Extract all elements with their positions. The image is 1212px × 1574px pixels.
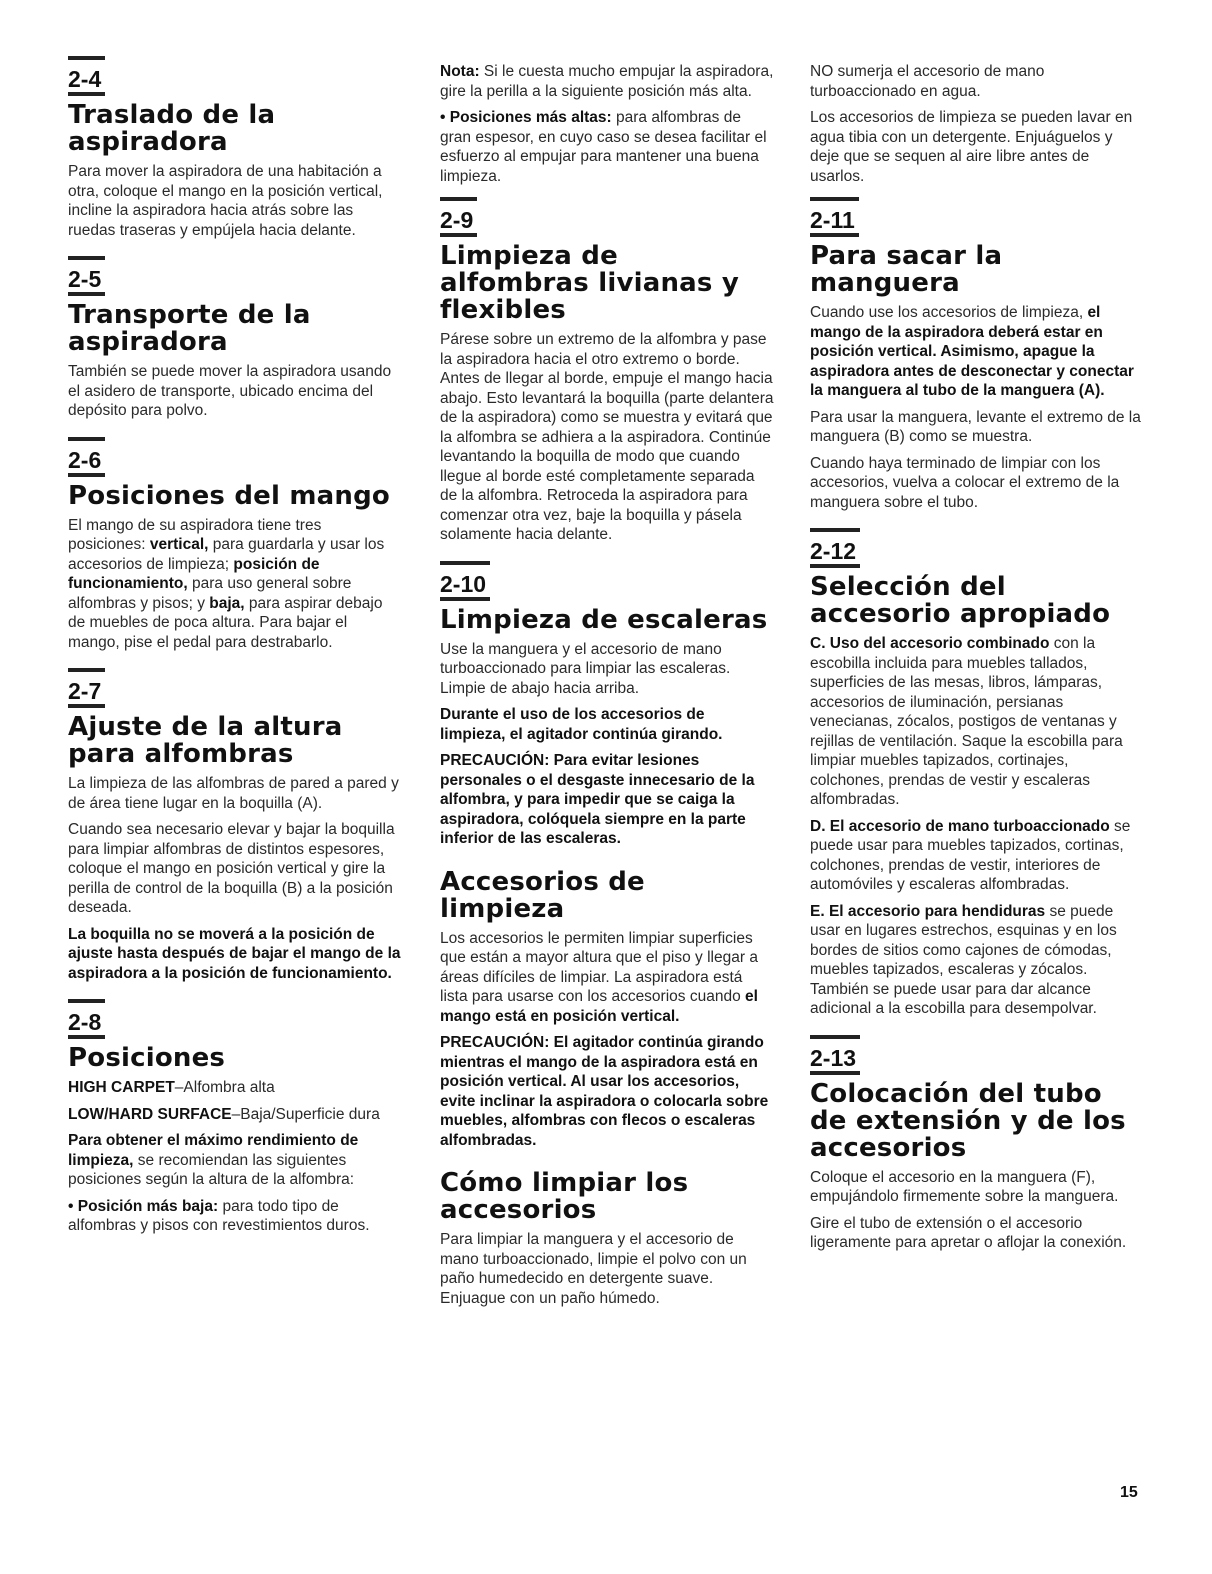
text-run: se recomiendan las siguientes posiciones según la altura de la alfombra: [68, 1151, 355, 1188]
section-number: 2-9 [440, 193, 473, 237]
text-run: para guardarla y usar los accesorios de limpieza; [68, 536, 385, 573]
section-2-12 [810, 524, 1144, 1019]
caution-paragraph: PRECAUCIÓN: El agitador continúa girando mientras el mango de la aspiradora está en posición vertical. Al usar los accesorios, evite inclinar la aspiradora o colocarla sobre muebles, alfombras con flecos o escaleras alfombradas. [440, 1034, 769, 1149]
bold-run: el mango está en posición vertical. [440, 988, 758, 1025]
paragraph: Para usar la manguera, levante el extremo de la manguera (B) como se muestra. [810, 408, 1141, 445]
bold-run: C. Uso del accesorio combinado [810, 635, 1050, 652]
section-title: Ajuste de la altura para alfombras [68, 712, 343, 769]
text-run: para alfombras de gran espesor, en cuyo caso se desea facilitar el esfuerzo al empujar para mantener una buena limpieza. [440, 109, 767, 185]
section-number: 2-8 [68, 995, 101, 1039]
paragraph: Los accesorios de limpieza se pueden lavar en agua tibia con un detergente. Enjuáguelos y deje que se sequen al aire libre antes de usarlos. [810, 109, 1133, 185]
section-title: Limpieza de escaleras [440, 604, 768, 635]
section-number: 2-13 [810, 1031, 856, 1075]
paragraph: NO sumerja el accesorio de mano turboaccionado en agua. [810, 63, 1045, 100]
section-title: Limpieza de alfombras livianas y flexibles [440, 241, 739, 325]
section-2-5 [68, 252, 402, 421]
section-title: Posiciones del mango [68, 480, 390, 511]
section-number: 2-6 [68, 433, 101, 477]
paragraph: Coloque el accesorio en la manguera (F), empujándolo firmemente sobre la manguera. [810, 1168, 1119, 1205]
bold-run: posición de funcionamiento, [68, 555, 320, 592]
text-run: para uso general sobre alfombras y pisos; y [68, 575, 352, 612]
paragraph: Párese sobre un extremo de la alfombra y pase la aspiradora hacia el otro extremo o borde. Antes de llegar al borde, empuje el mango hacia abajo. Esto levantará la boquilla (parte delantera de la aspiradora) como se muestra y evitará que la alfombra se adhiera a la aspiradora. Continúe levantando la boquilla de modo que cuando llegue al borde esté completamente separada de la alfombra. Retroceda la aspiradora para comenzar otra vez, baje la boquilla y pásela solamente hacia delante. [440, 331, 774, 543]
section-accesorios [440, 866, 774, 1151]
text-run: con la escobilla incluida para muebles tallados, superficies de las mesas, libros, lámparas, accesorios de iluminación, persianas venecianas, zócalos, postigos de ventanas y rejillas de ventilación. Saque la escobilla para limpiar muebles tapizados, cortinajes, colchones, prendas de vestir y escaleras alfombradas. [810, 635, 1123, 808]
paragraph [68, 1131, 402, 1190]
text-run: El mango de su aspiradora tiene tres posiciones: [68, 516, 322, 553]
section-title: Selección del accesorio apropiado [810, 572, 1111, 629]
warning-paragraph: La boquilla no se moverá a la posición de ajuste hasta después de bajar el mango de la aspiradora a la posición de funcionamiento. [68, 925, 401, 982]
bold-run: HIGH CARPET [68, 1079, 175, 1096]
section-title: Accesorios de limpieza [440, 866, 645, 924]
paragraph [440, 62, 774, 101]
text-run: Los accesorios le permiten limpiar superficies que están a mayor altura que el piso y llegar a áreas difíciles de limpiar. La aspiradora está lista para usarse con los accesorios cuando [440, 929, 758, 1005]
section-number: 2-10 [440, 557, 486, 601]
page-number: 15 [1120, 1484, 1138, 1501]
section-como-limpiar [440, 1170, 774, 1308]
text-run: –Alfombra alta [174, 1079, 275, 1096]
paragraph [810, 634, 1144, 810]
text-run: se puede usar para muebles tapizados, cortinas, colchones, prendas de vestir, interiores de automóviles y escaleras alfombradas. [810, 817, 1131, 893]
section-number: 2-5 [68, 252, 101, 296]
paragraph: La limpieza de las alfombras de pared a pared y de área tiene lugar en la boquilla (A). [68, 775, 399, 812]
section-title: Posiciones [68, 1043, 226, 1073]
paragraph [68, 1197, 402, 1236]
bold-run: baja, [209, 594, 245, 612]
text-run: Cuando use los accesorios de limpieza, [810, 304, 1088, 321]
text-run: se puede usar en lugares estrechos, esquinas y en los bordes de sitios como cajones de cómodas, muebles tapizados, escaleras y zócalos. También se puede usar para dar alcance adicional a la escobilla para desempolvar. [810, 902, 1117, 1017]
section-2-10 [440, 557, 774, 849]
section-2-7 [68, 664, 402, 983]
paragraph [440, 108, 774, 186]
text-run: Si le cuesta mucho empujar la aspiradora, gire la perilla a la siguiente posición más alta. [440, 63, 774, 100]
section-title: Colocación del tubo de extensión y de los accesorios [810, 1078, 1126, 1163]
text-run: –Baja/Superficie dura [231, 1105, 380, 1123]
bold-run: D. El accesorio de mano turboaccionado [810, 817, 1110, 835]
paragraph [68, 1078, 402, 1098]
paragraph [810, 902, 1144, 1019]
paragraph: Para limpiar la manguera y el accesorio de mano turboaccionado, limpie el polvo con un paño humedecido en detergente suave. Enjuague con un paño húmedo. [440, 1231, 747, 1307]
section-number: 2-11 [810, 193, 855, 237]
section-2-6 [68, 433, 402, 653]
section-title: Transporte de la aspiradora [68, 300, 311, 357]
bold-run: Para obtener el máximo rendimiento de limpieza, [68, 1132, 359, 1169]
section-2-8 [68, 995, 402, 1236]
section-2-4 [68, 52, 402, 240]
text-run: para aspirar debajo de muebles de poca altura. Para bajar el mango, pise el pedal para destrabarlo. [68, 594, 383, 651]
bold-run: • Posición más baja: [68, 1197, 219, 1215]
paragraph: Use la manguera y el accesorio de mano turboaccionado para limpiar las escaleras. Limpie de abajo hacia arriba. [440, 640, 731, 697]
section-title: Cómo limpiar los accesorios [440, 1168, 689, 1225]
paragraph: Cuando sea necesario elevar y bajar la boquilla para limpiar alfombras de distintos espesores, coloque el mango en posición vertical y gire la perilla de control de la boquilla (B) a la posición deseada. [68, 821, 395, 916]
paragraph: Cuando haya terminado de limpiar con los accesorios, vuelva a colocar el extremo de la manguera sobre el tubo. [810, 454, 1120, 511]
section-2-11 [810, 193, 1144, 512]
text-run: para todo tipo de alfombras y pisos con revestimientos duros. [68, 1197, 370, 1234]
section-number: 2-12 [810, 524, 856, 568]
bold-run: E. El accesorio para hendiduras [810, 902, 1046, 920]
column-left [68, 52, 402, 1248]
bold-run: vertical, [149, 536, 209, 553]
bold-run: LOW/HARD SURFACE [68, 1105, 232, 1123]
section-2-13 [810, 1031, 1144, 1253]
bold-run: el mango de la aspiradora deberá estar en posición vertical. Asimismo, apague la aspiradora antes de desconectar y conectar la manguera al tubo de la manguera (A). [810, 304, 1134, 399]
paragraph [810, 303, 1144, 401]
warning-paragraph: Durante el uso de los accesorios de limpieza, el agitador continúa girando. [440, 706, 723, 743]
paragraph: También se puede mover la aspiradora usando el asidero de transporte, ubicado encima del depósito para polvo. [68, 363, 392, 419]
section-number: 2-4 [68, 52, 101, 96]
paragraph: Gire el tubo de extensión o el accesorio ligeramente para apretar o aflojar la conexión. [810, 1214, 1127, 1251]
paragraph: Para mover la aspiradora de una habitación a otra, coloque el mango en la posición vertical, incline la aspiradora hacia atrás sobre las ruedas traseras y empújela hacia delante. [68, 163, 383, 239]
paragraph [68, 1105, 402, 1125]
paragraph [68, 516, 402, 653]
bold-run: • Posiciones más altas: [440, 109, 612, 126]
column-middle [440, 62, 774, 1320]
paragraph [440, 929, 774, 1027]
section-title: Para sacar la manguera [810, 241, 1003, 298]
paragraph [810, 817, 1144, 895]
section-2-9 [440, 193, 774, 545]
section-title: Traslado de la aspiradora [68, 100, 276, 157]
bold-run: Nota: [440, 63, 480, 80]
column-right [810, 62, 1144, 1265]
caution-paragraph: PRECAUCIÓN: Para evitar lesiones personales o el desgaste innecesario de la alfombra, y para impedir que se caiga la aspiradora, colóquela siempre en la parte inferior de las escaleras. [440, 752, 755, 847]
section-number: 2-7 [68, 664, 101, 708]
